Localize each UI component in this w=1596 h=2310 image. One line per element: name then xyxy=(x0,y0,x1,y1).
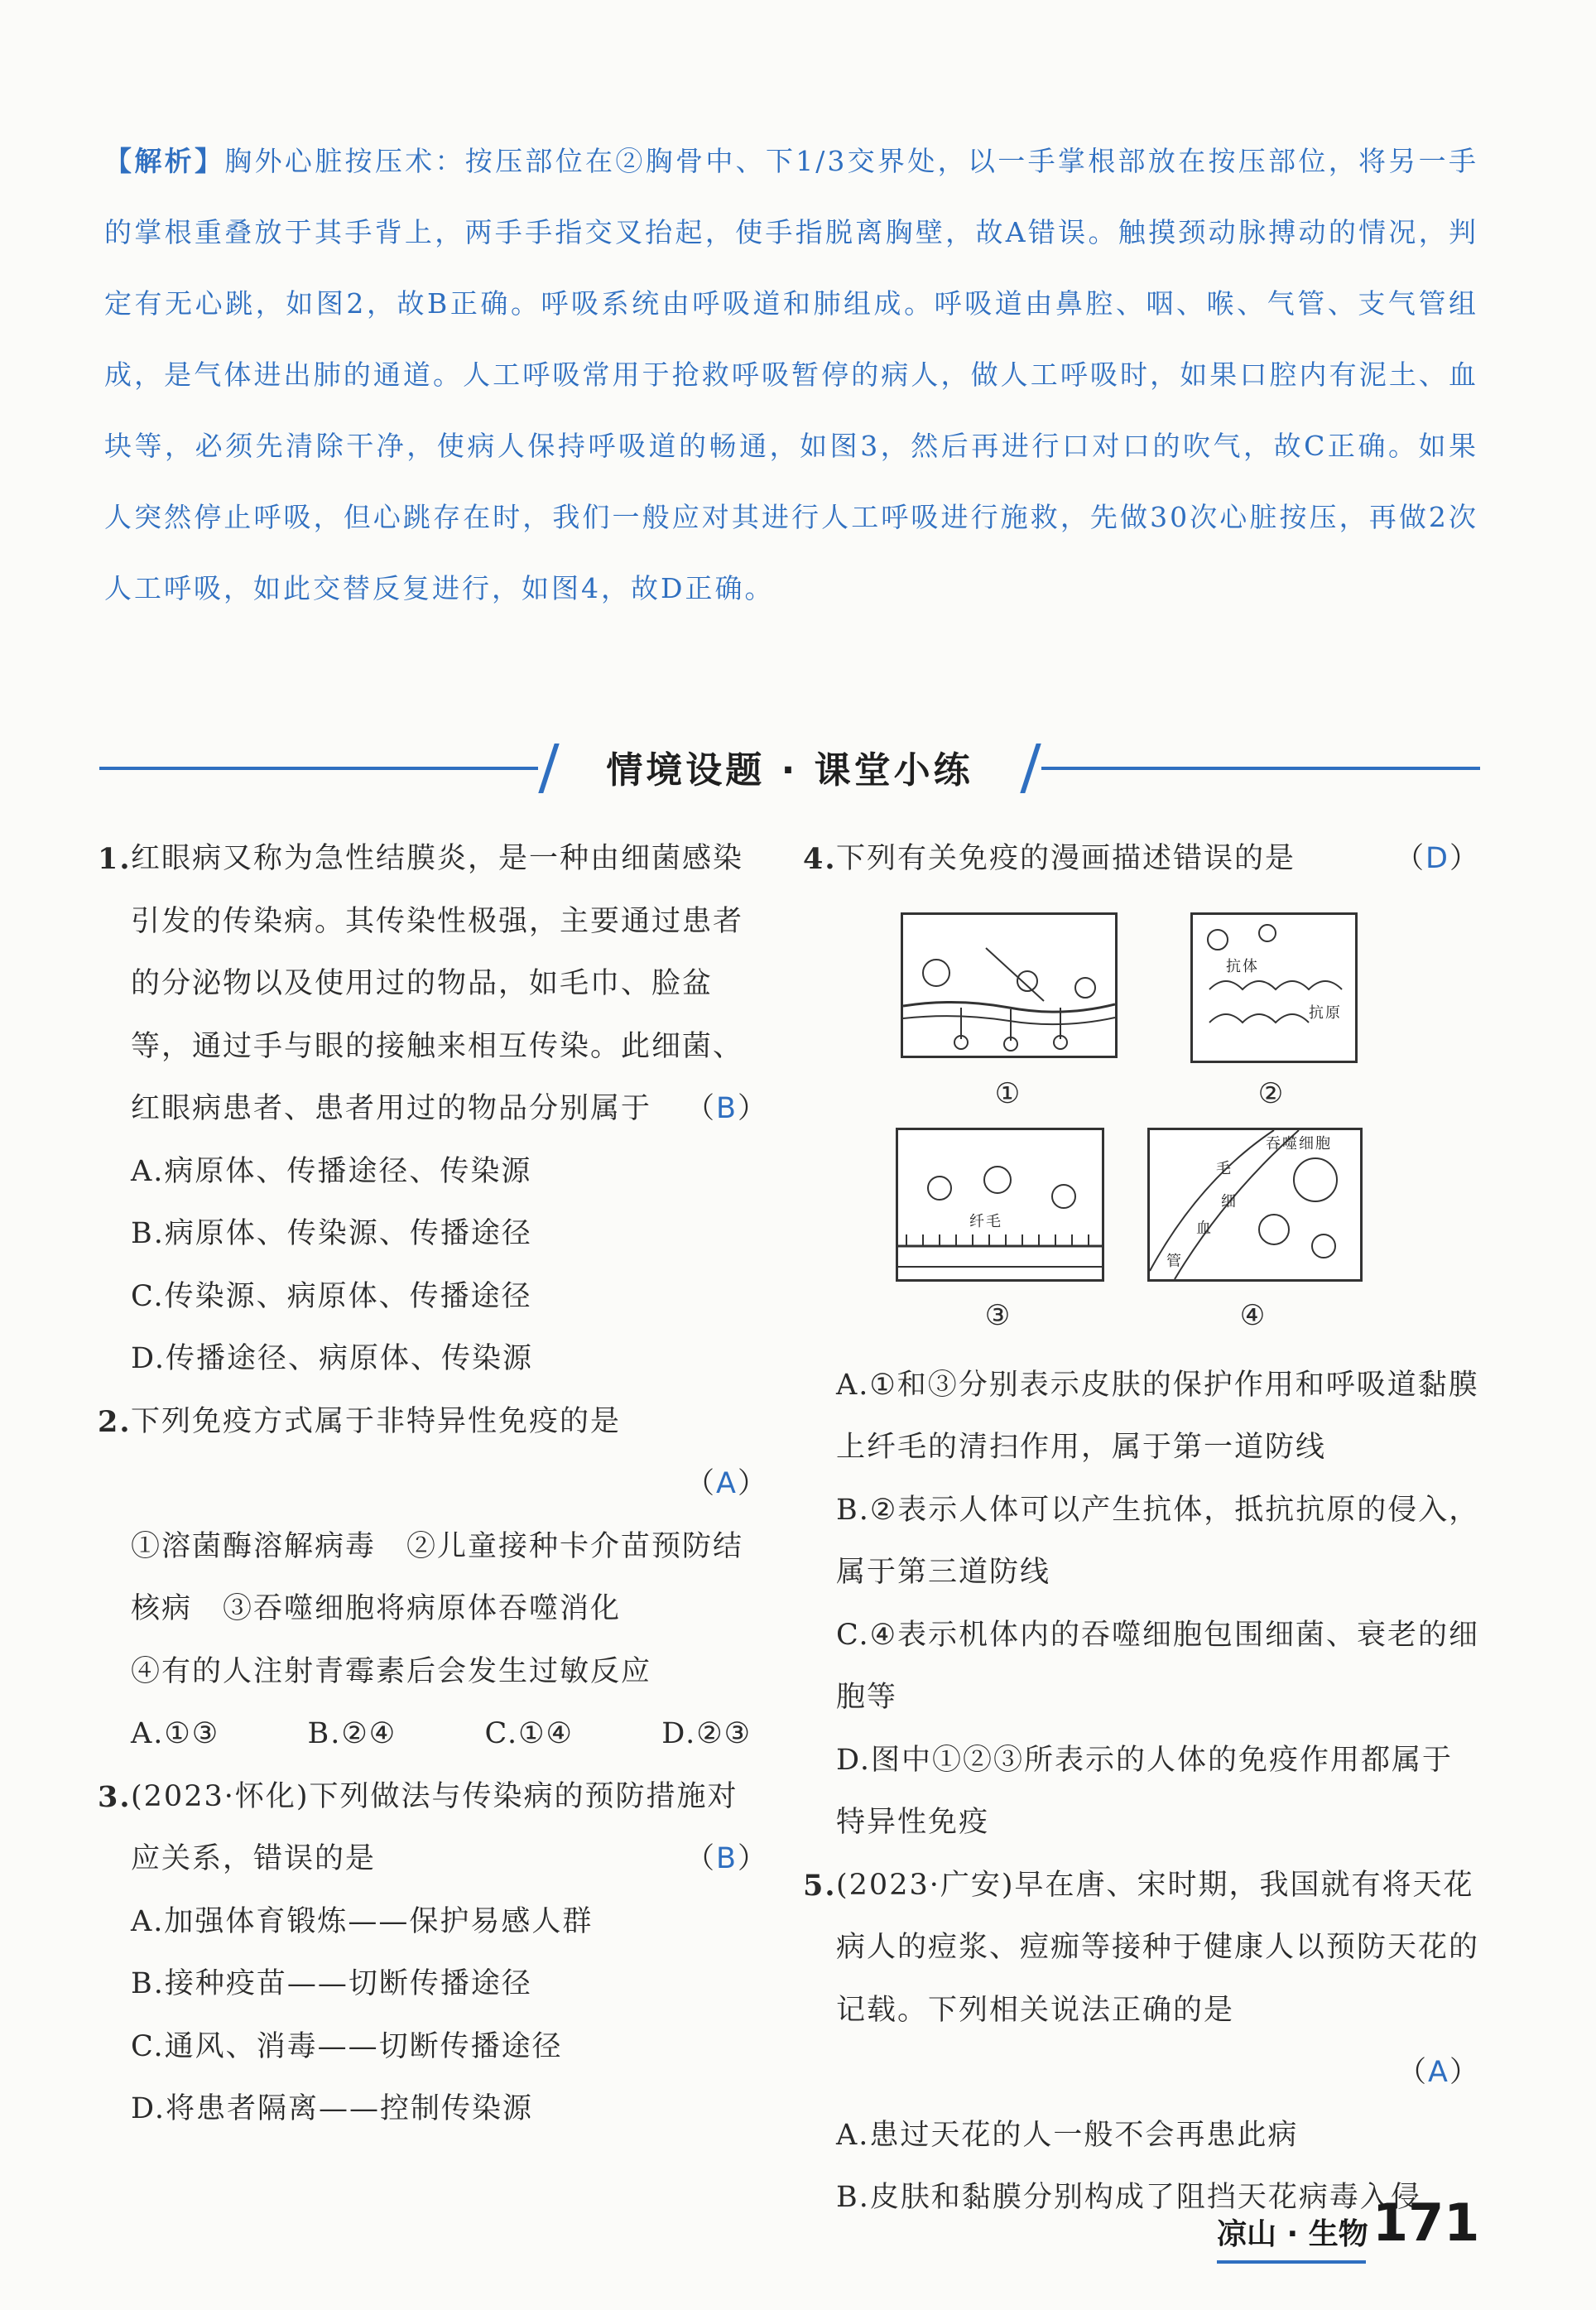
page-footer xyxy=(1217,2192,1482,2267)
section-title xyxy=(99,735,1480,801)
option-d: D.将患者隔离——控制传染源 xyxy=(131,2092,533,2125)
analysis-text: 胸外心脏按压术：按压部位在②胸骨中、下1/3交界处，以一手掌根部放在按压部位，将另一手的掌根重叠放于其手背上，两手手指交叉抬起，使手指脱离胸壁，故A错误。触摸颈动脉搏动的情况，判定有无心跳，如图2，故B正确。呼吸系统由呼吸道和肺组成。呼吸道由鼻腔、咽、喉、气管、支气管组成，是气体进出肺的通道。人工呼吸常用于抢救呼吸暂停的病人，做人工呼吸时，如果口腔内有泥土、血块等，必须先清除干净，使病人保持呼吸道的畅通，如图3，然后再进行口对口的吹气，故C正确。如果人突然停止呼吸，但心跳存在时，我们一般应对其进行人工呼吸进行施救，先做30次心脏按压，再做2次人工呼吸，如此交替反复进行，如图4，故D正确。 xyxy=(104,145,1479,604)
option-a: A.①和③分别表示皮肤的保护作用和呼吸道黏膜上纤毛的清扫作用，属于第一道防线 xyxy=(836,1368,1479,1464)
question-number: 1. xyxy=(98,842,132,876)
statement-4: ④有的人注射青霉素后会发生过敏反应 xyxy=(131,1654,652,1688)
option-b: B.②表示人体可以产生抗体，抵抗抗原的侵入，属于第三道防线 xyxy=(836,1493,1480,1589)
answer-slot: （A） xyxy=(685,1467,768,1500)
title-rule-left xyxy=(99,767,538,770)
question-number: 5. xyxy=(803,1868,837,1903)
option-c: C.传染源、病原体、传播途径 xyxy=(131,1279,532,1313)
answer-slot: （B） xyxy=(685,1092,768,1125)
option-d: D.传播途径、病原体、传染源 xyxy=(131,1342,533,1375)
question-2 xyxy=(98,1391,768,1766)
statement-list: ①溶菌酶溶解病毒 ②儿童接种卡介苗预防结核病 ③吞噬细胞将病原体吞噬消化 xyxy=(131,1529,744,1625)
section-title-text: 情境设题 · 课堂小练 xyxy=(606,749,973,792)
option-a: A.加强体育锻炼——保护易感人群 xyxy=(131,1904,594,1938)
label-antigen: 抗原 xyxy=(1309,1003,1342,1022)
option-c: C.①④ xyxy=(484,1717,574,1750)
analysis-tag: 【解析】 xyxy=(104,145,225,177)
question-stem: 下列免疫方式属于非特异性免疫的是 xyxy=(131,1404,622,1438)
answer-slot: （B） xyxy=(685,1842,768,1875)
option-row xyxy=(98,1703,768,1766)
cartoon-skin xyxy=(901,912,1118,1058)
option-a: A.①③ xyxy=(131,1717,220,1750)
option-b: B.②④ xyxy=(307,1717,397,1750)
question-number: 4. xyxy=(803,842,837,876)
footer-label: 凉山 · 生物 xyxy=(1217,2217,1368,2251)
option-b: B.接种疫苗——切断传播途径 xyxy=(131,1967,532,2000)
question-number: 2. xyxy=(98,1404,132,1439)
right-column xyxy=(803,828,1480,2230)
footer-underline xyxy=(1217,2260,1366,2264)
label-cilia: 纤毛 xyxy=(969,1212,1002,1230)
question-5 xyxy=(803,1855,1480,2230)
option-d: D.②③ xyxy=(661,1717,752,1750)
answer-slot: （D） xyxy=(1395,842,1480,875)
label-phagocyte: 吞噬细胞 xyxy=(1266,1134,1332,1153)
figure-label-3: ③ xyxy=(984,1298,1012,1332)
label-mao: 毛 xyxy=(1216,1159,1233,1177)
label-guan: 管 xyxy=(1166,1252,1183,1270)
figure-label-4: ④ xyxy=(1239,1298,1267,1332)
question-1 xyxy=(98,828,768,1391)
figure-label-1: ① xyxy=(994,1076,1022,1110)
option-b: B.皮肤和黏膜分别构成了阻挡天花病毒入侵 xyxy=(836,2181,1421,2214)
label-xue: 血 xyxy=(1196,1219,1213,1237)
left-column xyxy=(98,828,768,2141)
question-4 xyxy=(803,828,1480,1855)
title-rule-right xyxy=(1041,767,1480,770)
skin-drawing xyxy=(903,915,1115,1056)
question-stem: 红眼病又称为急性结膜炎，是一种由细菌感染引发的传染病。其传染性极强，主要通过患者的分泌物以及使用过的物品，如毛巾、脸盆等，通过手与眼的接触来相互传染。此细菌、红眼病患者、患者用过的物品分别属于 （B） xyxy=(98,828,768,1141)
cilia-drawing xyxy=(898,1130,1102,1279)
question-number: 3. xyxy=(98,1779,132,1814)
label-xi: 细 xyxy=(1221,1192,1238,1210)
cartoon-figures xyxy=(886,891,1382,1355)
option-c: C.通风、消毒——切断传播途径 xyxy=(131,2029,563,2063)
label-antibody: 抗体 xyxy=(1226,957,1259,975)
option-a: A.患过天花的人一般不会再患此病 xyxy=(836,2118,1299,2152)
option-d: D.图中①②③所表示的人体的免疫作用都属于特异性免疫 xyxy=(836,1743,1453,1839)
question-stem: (2023·广安)早在唐、宋时期，我国就有将天花病人的痘浆、痘痂等接种于健康人以预防天花的记载。下列相关说法正确的是 xyxy=(836,1868,1480,2027)
cartoon-phagocyte xyxy=(1147,1128,1363,1282)
cartoon-cilia xyxy=(896,1128,1104,1282)
cartoon-antibody xyxy=(1190,912,1358,1063)
question-stem: (2023·怀化)下列做法与传染病的预防措施对应关系，错误的是 （B） xyxy=(98,1766,768,1891)
antibody-drawing xyxy=(1193,915,1355,1061)
option-c: C.④表示机体内的吞噬细胞包围细菌、衰老的细胞等 xyxy=(836,1618,1480,1714)
option-b: B.病原体、传染源、传播途径 xyxy=(131,1217,532,1250)
page-number: 171 xyxy=(1372,2192,1480,2253)
question-stem: 下列有关免疫的漫画描述错误的是 （D） xyxy=(803,828,1480,891)
question-3 xyxy=(98,1766,768,2141)
figure-label-2: ② xyxy=(1257,1076,1286,1110)
option-a: A.病原体、传播途径、传染源 xyxy=(131,1154,532,1188)
analysis-paragraph xyxy=(104,126,1478,624)
answer-slot: （A） xyxy=(1397,2056,1480,2089)
phagocyte-drawing xyxy=(1150,1130,1360,1279)
